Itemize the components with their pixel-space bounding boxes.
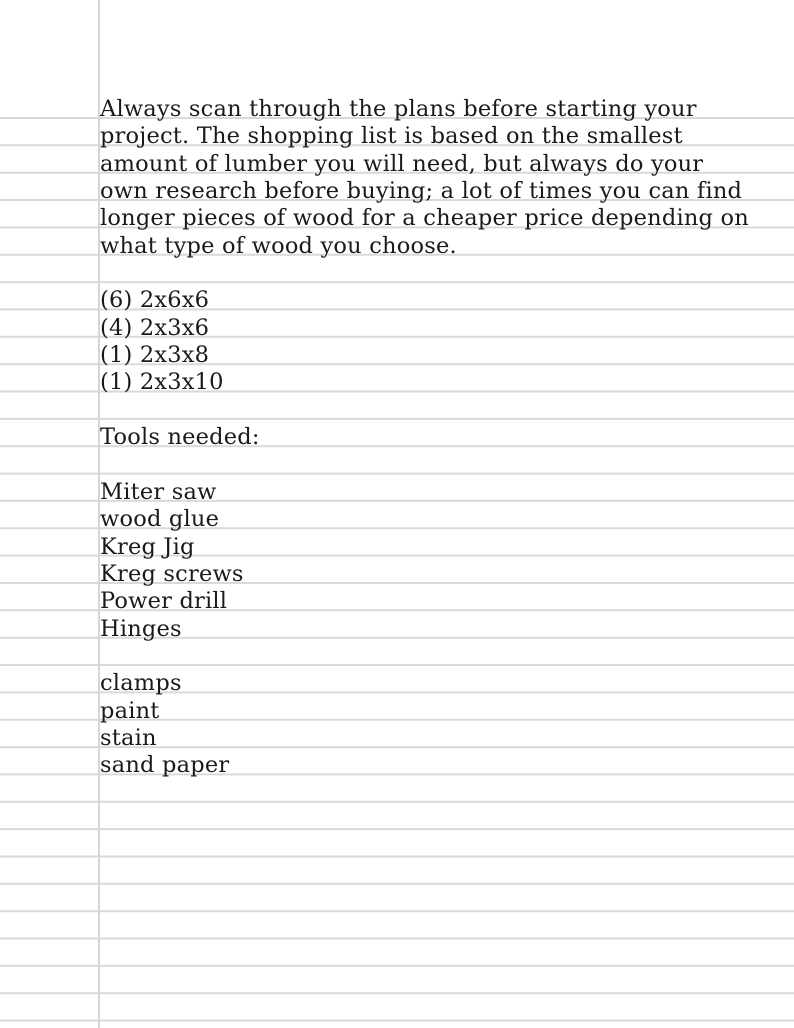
lumber-list [100, 287, 740, 396]
tool-item: Kreg screws [100, 560, 244, 587]
spacer [100, 397, 740, 424]
tools-list [100, 479, 740, 643]
spacer [100, 451, 740, 478]
tool-item: Power drill [100, 588, 228, 615]
tools-heading: Tools needed: [100, 424, 260, 451]
supplies-list [100, 670, 740, 779]
intro-line: Always scan through the plans before starting your [100, 96, 697, 122]
spacer [100, 260, 740, 287]
intro-line: project. The shopping list is based on the smallest [100, 123, 683, 150]
supply-item: paint [100, 697, 160, 724]
intro-line: longer pieces of wood for a cheaper price depending on [100, 205, 749, 232]
tool-item: wood glue [100, 506, 220, 533]
tool-item: Miter saw [100, 478, 217, 505]
intro-line: own research before buying; a lot of times you can find [100, 178, 743, 205]
intro-paragraph [100, 96, 749, 260]
lumber-item: (4) 2x3x6 [100, 314, 210, 341]
supply-item: clamps [100, 670, 182, 697]
lumber-item: (6) 2x6x6 [100, 287, 210, 314]
tool-item: Kreg Jig [100, 533, 195, 560]
page-content [100, 96, 749, 780]
lumber-item: (1) 2x3x8 [100, 342, 210, 369]
intro-line: what type of wood you choose. [100, 232, 457, 259]
supply-item: sand paper [100, 752, 230, 779]
intro-line: amount of lumber you will need, but always do your [100, 150, 704, 177]
tool-item: Hinges [100, 615, 182, 642]
spacer [100, 643, 740, 670]
lumber-item: (1) 2x3x10 [100, 369, 224, 396]
supply-item: stain [100, 724, 157, 751]
